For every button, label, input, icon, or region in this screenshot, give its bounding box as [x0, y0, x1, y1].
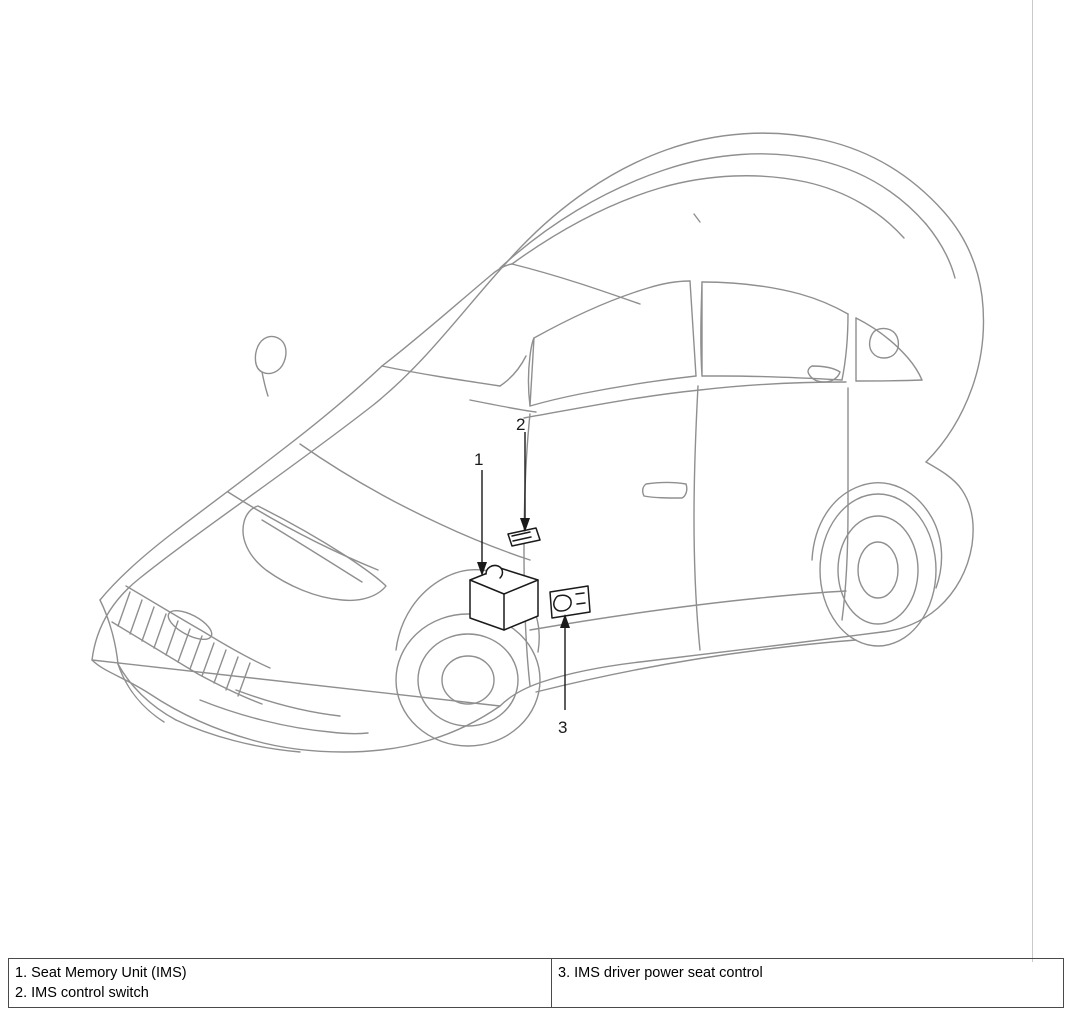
- callout-number-1: 1: [474, 450, 484, 469]
- legend-right-column: [552, 959, 1064, 1007]
- callout-number-3: 3: [558, 718, 568, 737]
- callout-number-2: 2: [516, 415, 526, 434]
- legend-item-3: 3. IMS driver power seat control: [558, 965, 763, 981]
- legend-left-column: [9, 959, 552, 1007]
- table-row: [9, 959, 1063, 1007]
- legend-item-1: 1. Seat Memory Unit (IMS): [15, 965, 187, 981]
- legend-table: [8, 958, 1064, 1008]
- legend-spacer: [558, 983, 1057, 1003]
- page-vertical-rule: [1032, 0, 1033, 962]
- legend-item-2: 2. IMS control switch: [15, 985, 149, 1001]
